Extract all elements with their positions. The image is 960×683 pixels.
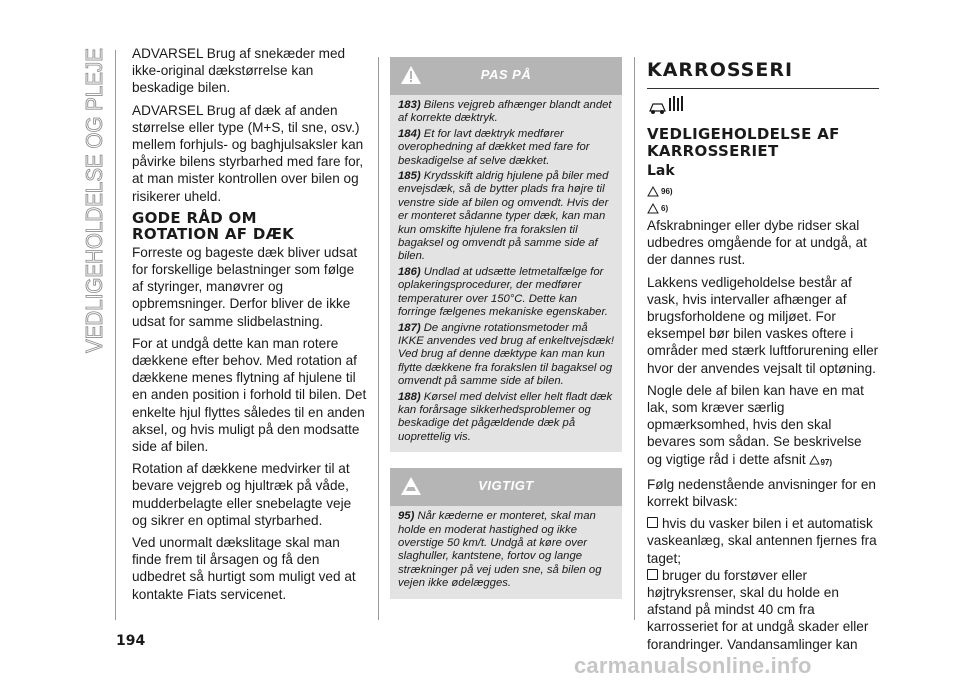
car-wash-icon [648, 93, 688, 115]
note-187: 187) De angivne rotationsmetoder må IKKE anvendes ved brug af enkeltvejsdæk! Ved brug af denne dæktype kan man kun flytte dækkene fra forakslen til bagaksel og omvendt på samme side af bilen. [398, 321, 615, 388]
rotation-heading-line1: GODE RÅD OM [132, 208, 257, 227]
section-rule [647, 88, 879, 89]
book-reference-icon [647, 186, 659, 197]
note-95: 95) Når kæderne er monteret, skal man holde en moderat hastighed og ikke overstige 50 km/t. Undgå at køre over slaghuller, kantstene, fortov og lange strækninger på vej uden sne, så bilen og vejen ikke ødelægges. [398, 510, 602, 590]
pas-paa-header [390, 57, 622, 95]
checkbox-bullet-icon [647, 517, 658, 528]
pas-paa-box [390, 57, 622, 452]
note-185: 185) Krydsskift aldrig hjulene på biler med envejsdæk, så de bytter plads fra højre til venstre side af bilen og omvendt. Hvis der er monteret sådanne typer dæk, kan man kun omskifte hjulene fra forakslen til bagaksel og omvendt på samme side af bilen. [398, 170, 609, 263]
rotation-paragraph-3: Rotation af dækkene medvirker til at bevare vejgreb og hjultræk på våde, mudderbelagte eller snebelagte veje og sikrer en optimal styrbarhed. [132, 461, 352, 528]
lak-paragraph-1: Afskrabninger eller dybe ridser skal udbedres omgående for at undgå, at der dannes rust. [647, 218, 867, 268]
watermark: carmanualsonline.info [574, 653, 812, 678]
body-care-heading-line2: KARROSSERIET [647, 141, 779, 160]
book-reference-icon [809, 455, 820, 465]
vigtigt-box [390, 468, 622, 598]
lak-paragraph-3: Nogle dele af bilen kan have en mat lak, som kræver særlig opmærksomhed, hvis den skal bevares som sådan. Se beskrivelse og vigtige råd i dette afsnit 97) [647, 382, 879, 471]
column-middle [390, 57, 622, 599]
checkbox-bullet-icon [647, 569, 658, 580]
pas-paa-body [390, 95, 622, 452]
wash-bullet-2: bruger du forstøver eller højtryksrenser, skal du holde en afstand på mindst 40 cm fra karrosseriet for at undgå skader eller forandringer. Vandansamlinger kan [647, 567, 869, 652]
column-right [647, 57, 879, 658]
column-left [132, 45, 367, 608]
vigtigt-title: VIGTIGT [478, 478, 534, 494]
pas-paa-title: PAS PÅ [480, 67, 532, 82]
vigtigt-header [390, 468, 622, 506]
rotation-paragraph-2: For at undgå dette kan man rotere dækkene efter behov. Med rotation af dækkene menes flytning af hjulene til en anden position i forhold til bilen. Det enkelte hjul flyttes således til en anden aksel, og hvis muligt på den modsatte side af bilen. [132, 335, 367, 455]
lak-paragraph-2: Lakkens vedligeholdelse består af vask, hvis intervaller afhænger af brugsforholdene og miljøet. For eksempel bør bilen vaskes oftere i områder med stærk luftforurening eller hvor der anvendes vejsalt til optøning. [647, 274, 879, 376]
chapter-side-title-text: VEDLIGEHOLDELSE OG PLEJE [81, 45, 107, 353]
section-title: KARROSSERI [647, 59, 794, 81]
column-divider-2 [634, 57, 635, 620]
advarsel-snow-chains: ADVARSEL Brug af snekæder med ikke-original dækstørrelse kan beskadige bilen. [132, 46, 346, 96]
side-rule [115, 50, 116, 620]
rotation-heading [132, 210, 367, 243]
lak-heading: Lak [647, 163, 675, 179]
note-183: 183) Bilens vejgreb afhænger blandt andet af korrekte dæktryk. [398, 99, 612, 125]
vigtigt-body [390, 506, 622, 598]
note-188: 188) Kørsel med delvist eller helt fladt dæk kan forårsage sikkerhedsproblemer og beskadige det pågældende dæk på uoprettelig vis. [398, 390, 613, 443]
reference-6: 6) [647, 200, 879, 217]
chapter-side-title [80, 45, 110, 355]
lak-paragraph-4: Følg nedenstående anvisninger for en korrekt bilvask: [647, 476, 876, 510]
reference-97: 97) [809, 452, 832, 471]
column-divider-1 [378, 57, 379, 620]
car-reference-icon [647, 203, 659, 214]
rotation-heading-line2: ROTATION AF DÆK [132, 225, 295, 244]
page-number: 194 [116, 633, 146, 649]
advarsel-tire-size: ADVARSEL Brug af dæk af anden størrelse eller type (M+S, til sne, osv.) mellem forhjuls- og baghjulsaksler kan påvirke bilens styrbarhed med fare for, at man mister kontrollen over bilen og risikerer uheld. [132, 102, 364, 204]
body-care-heading [647, 126, 879, 159]
reference-96: 96) [647, 183, 879, 200]
wash-bullet-1: hvis du vasker bilen i et automatisk vaskeanlæg, skal antennen fjernes fra taget; [647, 516, 877, 566]
note-186: 186) Undlad at udsætte letmetalfælge for oplakeringsprocedurer, der medfører temperaturer over 150°C. Dette kan forringe fælgenes mekaniske egenskaber. [398, 265, 608, 319]
note-184: 184) Et for lavt dæktryk medfører overophedning af dækket med fare for beskadigelse af selve dækket. [398, 127, 590, 167]
rotation-paragraph-4: Ved unormalt dækslitage skal man finde frem til årsagen og få den udbedret så hurtigt som muligt ved at kontakte Fiats servicenet. [132, 535, 356, 602]
rotation-paragraph-1: Forreste og bageste dæk bliver udsat for forskellige belastninger som følge af styringer, manøvrer og opbremsninger. Derfor bliver de ikke udsat for samme slidbelastning. [132, 244, 358, 329]
body-care-heading-line1: VEDLIGEHOLDELSE AF [647, 125, 840, 143]
